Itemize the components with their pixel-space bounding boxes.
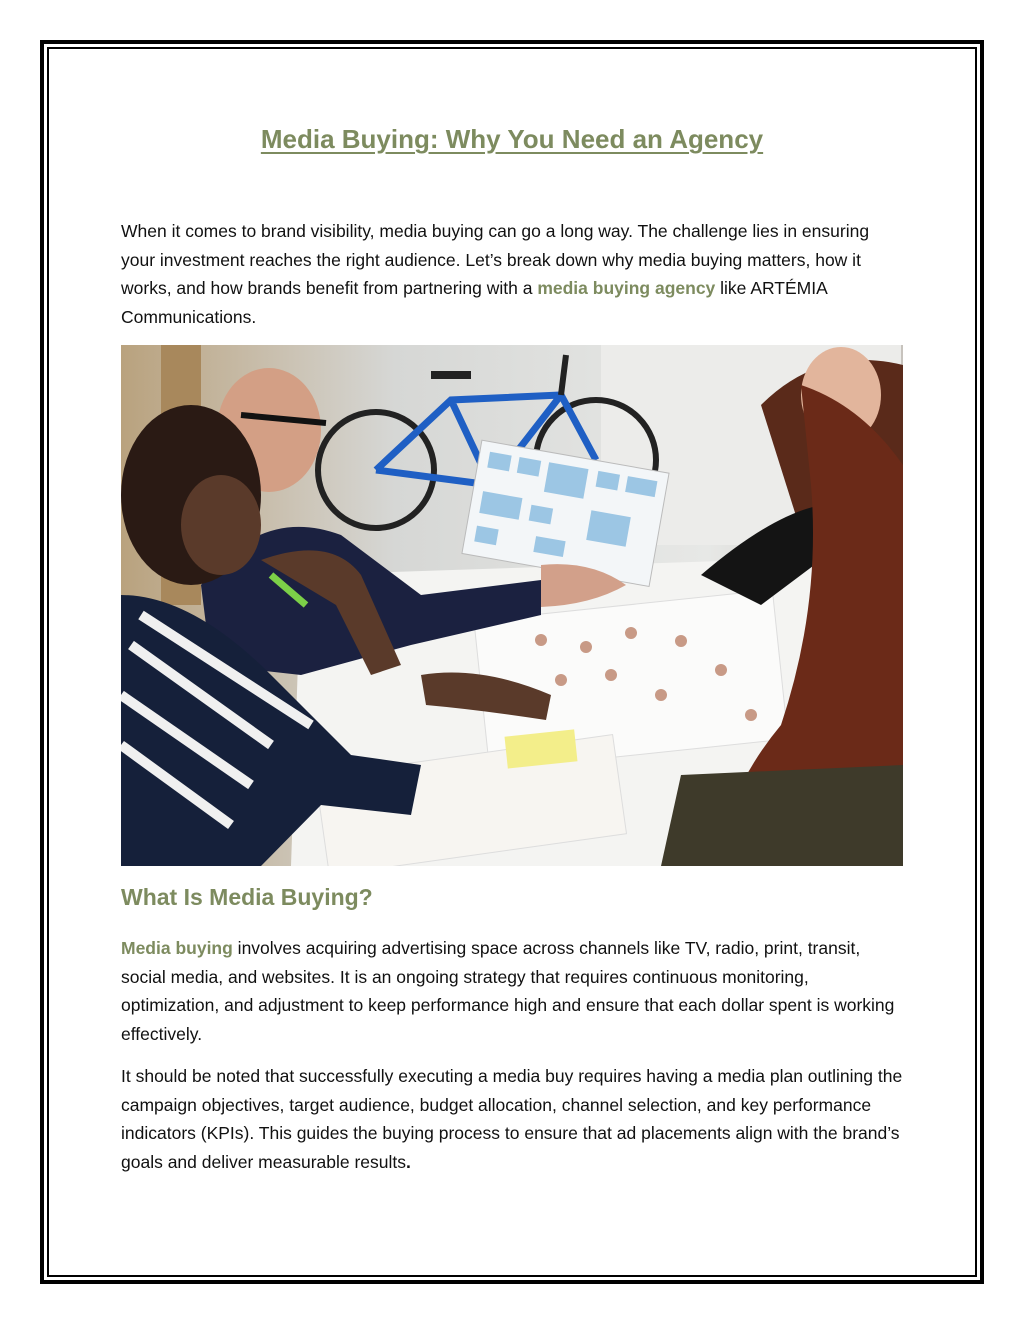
paragraph2-text: It should be noted that successfully executing a media buy requires having a media plan outlining the campaign objectives, target audience, budget allocation, channel selection, and key performance indicators (KPIs). This guides the buying process to ensure that ad placements align with the brand’s goals and deliver measurable results	[121, 1066, 903, 1172]
media-plan-paragraph	[121, 1062, 905, 1176]
section-heading: What Is Media Buying?	[121, 884, 373, 910]
intro-text-before: When it comes to brand visibility, media buying can go a long way. The challenge lies in ensuring your investment reaches the right audience. Let’s break down why media buying matters, how it works, and how brands benefit from partnering with a	[121, 221, 870, 298]
paragraph1-text: involves acquiring advertising space across channels like TV, radio, print, transit, social media, and websites. It is an ongoing strategy that requires continuous monitoring, optimization, and adjustment to keep performance high and ensure that each dollar spent is working effectively.	[121, 938, 895, 1044]
intro-text-after: like ARTÉMIA Communications.	[121, 278, 827, 327]
intro-paragraph	[121, 217, 905, 331]
document-title: Media Buying: Why You Need an Agency	[260, 124, 764, 154]
team-meeting-photo	[121, 345, 903, 866]
media-buying-paragraph	[121, 934, 905, 1048]
paragraph2-end: .	[406, 1151, 411, 1172]
media-buying-agency-link[interactable]: media buying agency	[537, 278, 716, 298]
media-buying-link[interactable]: Media buying	[121, 938, 233, 958]
